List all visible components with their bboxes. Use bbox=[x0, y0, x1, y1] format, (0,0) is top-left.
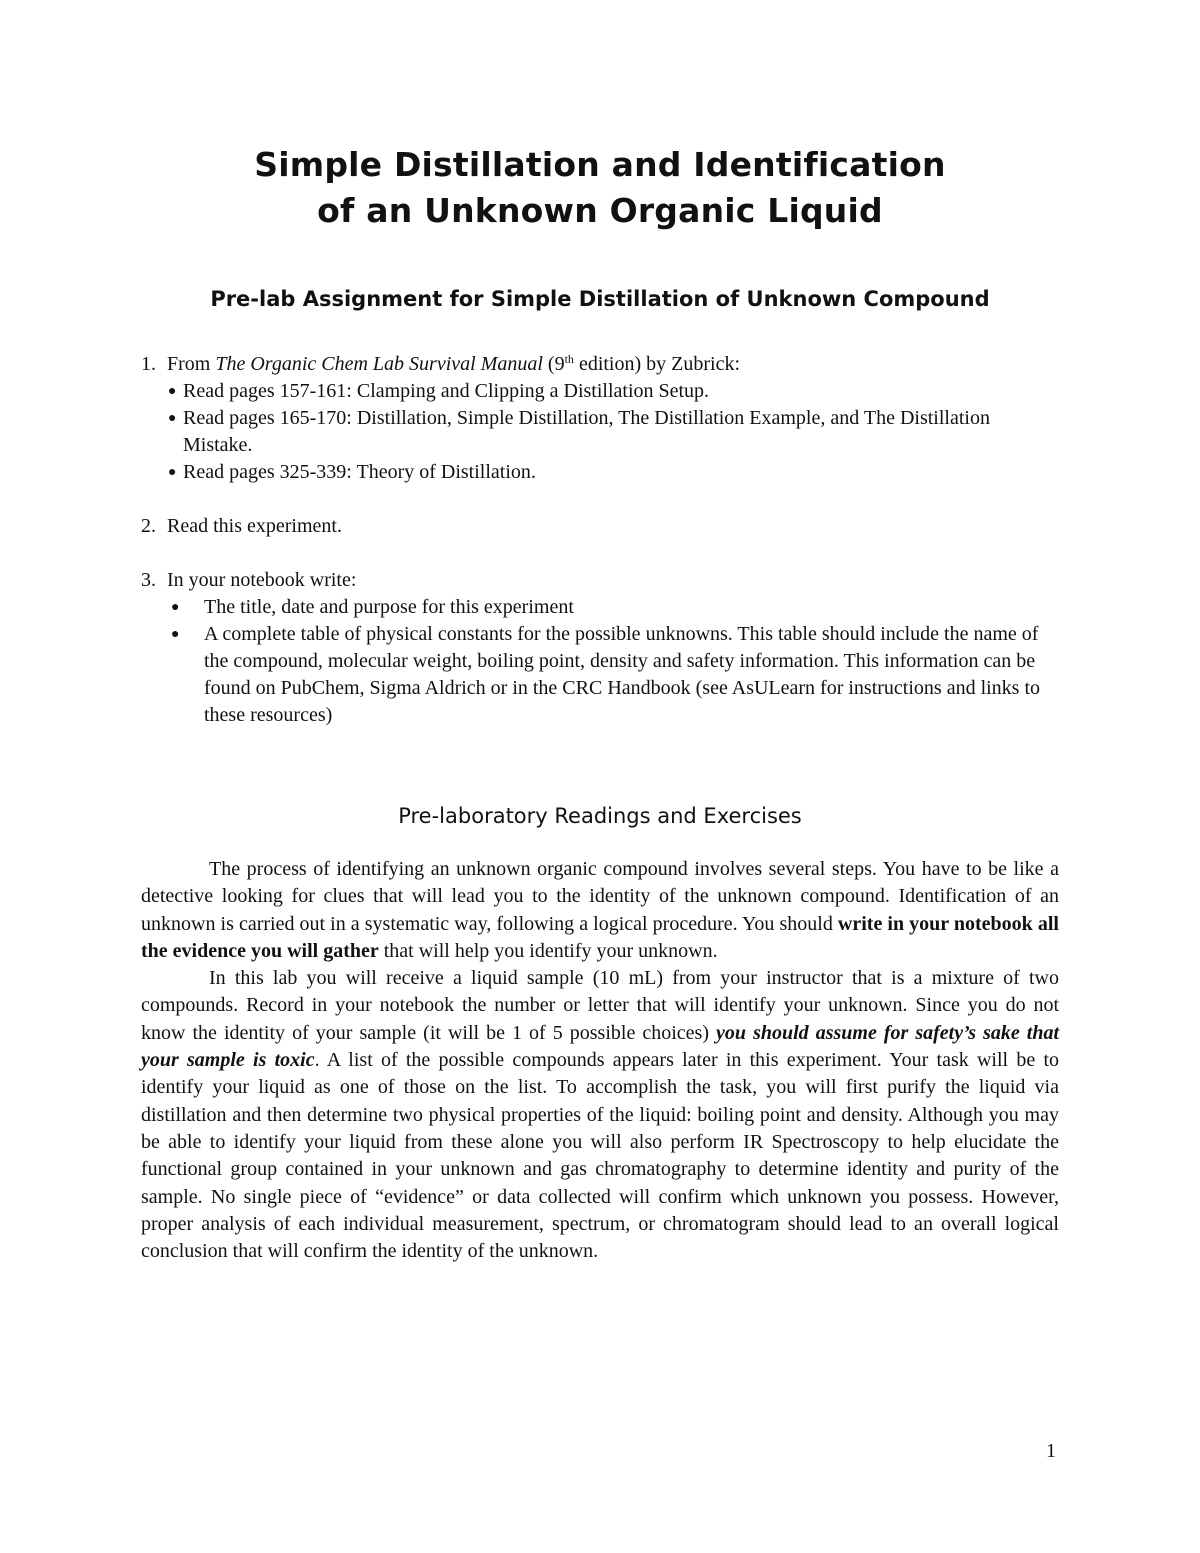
item3-bullets bbox=[171, 594, 1061, 729]
bullet-item bbox=[171, 621, 1061, 729]
paragraph-text: that will help you identify your unknown. bbox=[378, 939, 718, 962]
document-title bbox=[0, 142, 1200, 234]
readings-body bbox=[141, 856, 1059, 1265]
bullet-item bbox=[171, 594, 1061, 621]
bullet-item bbox=[168, 378, 1061, 405]
edition-close: edition) by Zubrick: bbox=[573, 353, 741, 375]
prelab-list bbox=[141, 351, 1061, 729]
paragraph-text: The process of identifying an unknown organic compound involves several steps. You have to be like a detective looking for clues that will lead you to the identity of the unknown compound. Identification of an unknown is carried out in a systematic way, following a logical procedure. You should bbox=[141, 858, 1059, 935]
list-number: 3. bbox=[141, 569, 156, 591]
edition-superscript: th bbox=[564, 352, 574, 366]
paragraph-2 bbox=[141, 965, 1059, 1265]
bullet-icon: ● bbox=[168, 384, 177, 399]
bullet-text: Read pages 165-170: Distillation, Simple Distillation, The Distillation Example, and The Distillation Mistake. bbox=[183, 407, 990, 456]
paragraph-1 bbox=[141, 856, 1059, 965]
bullet-text: A complete table of physical constants for the possible unknowns. This table should include the name of the compound, molecular weight, boiling point, density and safety information. This information can be found on PubChem, Sigma Aldrich or in the CRC Handbook (see AsULearn for instructions and links to these resources) bbox=[204, 623, 1041, 726]
bullet-text: Read pages 325-339: Theory of Distillation. bbox=[183, 461, 536, 483]
list-item-text: In your notebook write: bbox=[167, 569, 357, 591]
list-item-text bbox=[167, 351, 1061, 378]
book-title: The Organic Chem Lab Survival Manual bbox=[215, 353, 543, 375]
edition-open: (9 bbox=[542, 353, 565, 375]
list-number: 2. bbox=[141, 515, 156, 537]
text-prefix: From bbox=[167, 353, 216, 375]
bullet-icon: ● bbox=[168, 465, 177, 480]
readings-heading: Pre-laboratory Readings and Exercises bbox=[398, 804, 802, 828]
bullet-icon: ● bbox=[171, 600, 180, 615]
bullet-text: The title, date and purpose for this experiment bbox=[204, 596, 574, 618]
emphasis-bold-italic: you should assume for safety’s sake that your sample is toxic bbox=[141, 1021, 1060, 1072]
bullet-icon: ● bbox=[168, 411, 177, 426]
bullet-item bbox=[168, 405, 1061, 459]
list-item-1 bbox=[141, 351, 1061, 378]
list-item-text: Read this experiment. bbox=[167, 515, 342, 537]
item1-bullets bbox=[168, 378, 1061, 486]
paragraph-text: . A list of the possible compounds appears later in this experiment. Your task will be to identify your liquid as one of those on the list. To accomplish the task, you will first purify the liquid via distillation and then determine two physical properties of the liquid: boiling point and density. Although you may be able to identify your liquid from these alone you will also perform IR Spectroscopy to help elucidate the functional group contained in your unknown and gas chromatography to determine identity and purity of the sample. No single piece of “evidence” or data collected will confirm which unknown you possess. However, proper analysis of each individual measurement, spectrum, or chromatogram should lead to an overall logical conclusion that will confirm the identity of the unknown. bbox=[141, 1049, 1059, 1263]
list-item-2 bbox=[141, 513, 1061, 540]
paragraph-text: In this lab you will receive a liquid sample (10 mL) from your instructor that is a mixture of two compounds. Record in your notebook the number or letter that will identify your unknown. Since you do not know the identity of your sample (it will be 1 of 5 possible choices) bbox=[141, 967, 1059, 1044]
list-number: 1. bbox=[141, 353, 156, 375]
title-line-2: of an Unknown Organic Liquid bbox=[317, 191, 883, 230]
bullet-icon: ● bbox=[171, 627, 180, 642]
bullet-text: Read pages 157-161: Clamping and Clipping a Distillation Setup. bbox=[183, 380, 710, 402]
emphasis-bold: write in your notebook all the evidence you will gather bbox=[141, 912, 1059, 962]
bullet-item bbox=[168, 459, 1061, 486]
title-line-1: Simple Distillation and Identification bbox=[254, 145, 946, 184]
page-number: 1 bbox=[1046, 1440, 1056, 1462]
list-item-3 bbox=[141, 567, 1061, 594]
prelab-heading: Pre-lab Assignment for Simple Distillation of Unknown Compound bbox=[210, 287, 990, 311]
